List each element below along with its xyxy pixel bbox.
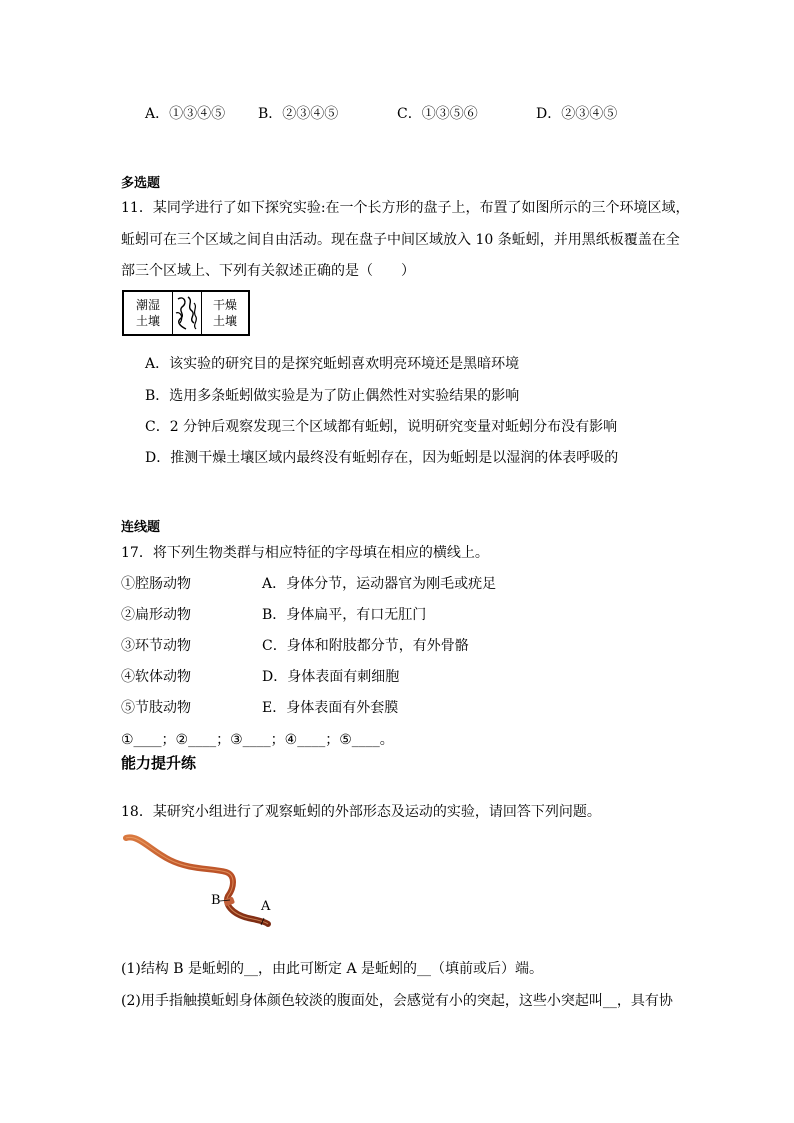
q11-stem-line3: 部三个区域上、下列有关叙述正确的是（ ） xyxy=(121,263,415,279)
experiment-diagram xyxy=(122,290,250,336)
label-a: A xyxy=(261,899,271,914)
q17-right-c: C．身体和附肢都分节，有外骨骼 xyxy=(262,638,469,654)
middle-zone xyxy=(172,292,202,334)
q17-left-3: ③环节动物 xyxy=(121,638,191,654)
dry-label-2: 土壤 xyxy=(212,314,237,328)
moist-label-2: 土壤 xyxy=(135,314,160,328)
q17-right-a: A．身体分节，运动器官为刚毛或疣足 xyxy=(262,576,497,592)
option-b: B．②③④⑤ xyxy=(258,106,339,122)
q18-stem: 18．某研究小组进行了观察蚯蚓的外部形态及运动的实验，请回答下列问题。 xyxy=(121,804,601,820)
moist-label-1: 潮湿 xyxy=(135,298,160,312)
q17-left-2: ②扁形动物 xyxy=(121,607,191,623)
earthworm-photo xyxy=(120,830,280,930)
q11-stem-line1: 11．某同学进行了如下探究实验:在一个长方形的盘子上，布置了如图所示的三个环境区域， xyxy=(121,200,690,216)
option-d: D．②③④⑤ xyxy=(536,106,618,122)
q11-option-b: B．选用多条蚯蚓做实验是为了防止偶然性对实验结果的影响 xyxy=(145,388,520,404)
q17-stem: 17．将下列生物类群与相应特征的字母填在相应的横线上。 xyxy=(121,545,489,561)
q18-sub1: (1)结构 B 是蚯蚓的__，由此可断定 A 是蚯蚓的__（填前或后）端。 xyxy=(121,961,544,977)
q11-stem-line2: 蚯蚓可在三个区域之间自由活动。现在盘子中间区域放入 10 条蚯蚓，并用黑纸板覆盖在全 xyxy=(121,232,680,248)
moist-soil-zone xyxy=(124,292,172,334)
section-heading-ability: 能力提升练 xyxy=(121,754,197,772)
q17-right-b: B．身体扁平，有口无肛门 xyxy=(262,607,427,623)
q17-left-4: ④软体动物 xyxy=(121,669,191,685)
dry-label-1: 干燥 xyxy=(212,298,237,312)
q11-option-c: C．2 分钟后观察发现三个区域都有蚯蚓，说明研究变量对蚯蚓分布没有影响 xyxy=(145,419,618,435)
q11-option-d: D．推测干燥土壤区域内最终没有蚯蚓存在，因为蚯蚓是以湿润的体表呼吸的 xyxy=(145,450,619,466)
q17-answer-blanks: ①____；②____；③____；④____；⑤____。 xyxy=(121,732,394,748)
q17-left-5: ⑤节肢动物 xyxy=(121,700,191,716)
q18-sub2: (2)用手指触摸蚯蚓身体颜色较淡的腹面处，会感觉有小的突起，这些小突起叫__，具有协 xyxy=(121,993,673,1009)
q11-option-a: A．该实验的研究目的是探究蚯蚓喜欢明亮环境还是黑暗环境 xyxy=(145,356,520,372)
label-b: B xyxy=(211,893,221,908)
q17-right-e: E．身体表面有外套膜 xyxy=(262,700,399,716)
q17-left-1: ①腔肠动物 xyxy=(121,576,191,592)
section-heading-multi: 多选题 xyxy=(121,176,161,191)
dry-soil-zone xyxy=(202,292,248,334)
option-a: A．①③④⑤ xyxy=(145,106,226,122)
earthworms-illustration xyxy=(174,293,200,333)
section-heading-link: 连线题 xyxy=(121,520,161,535)
q17-right-d: D．身体表面有刺细胞 xyxy=(262,669,400,685)
option-c: C．①③⑤⑥ xyxy=(397,106,478,122)
